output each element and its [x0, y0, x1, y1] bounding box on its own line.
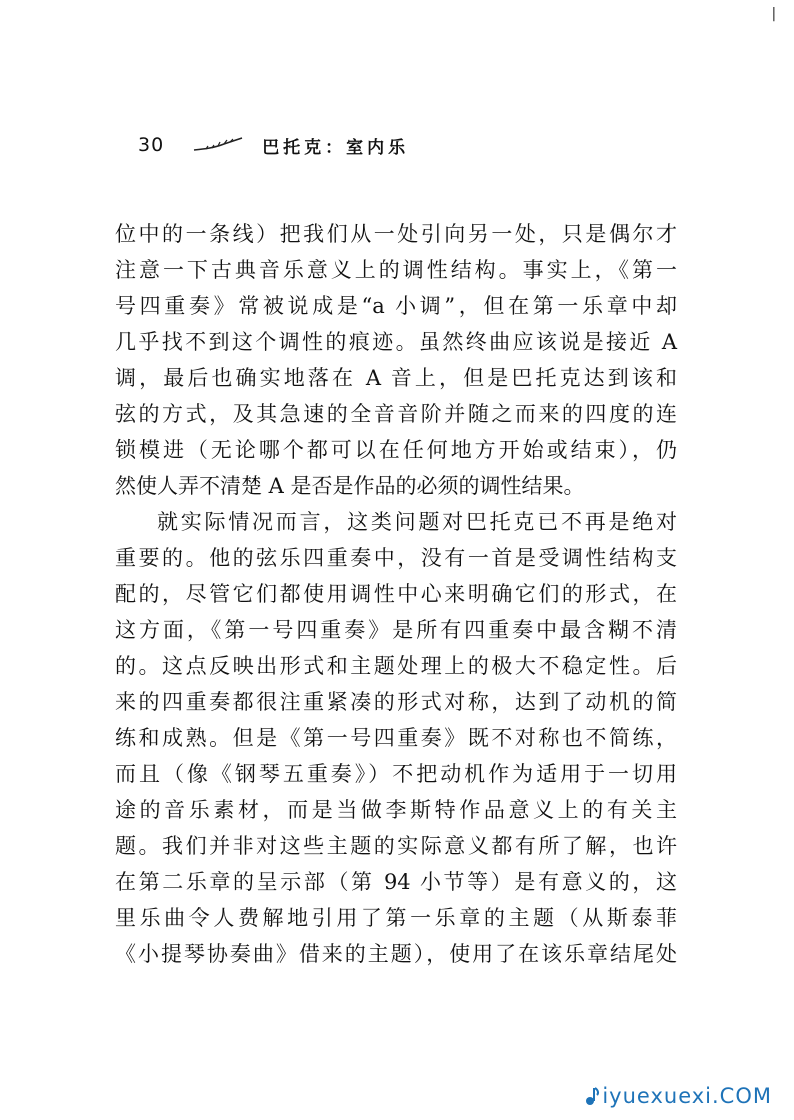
text-line: 配的，尽管它们都使用调性中心来明确它们的形式，在	[115, 582, 677, 606]
paragraph	[115, 504, 677, 972]
decorative-flourish-icon	[192, 136, 244, 154]
text-line: 号四重奏》常被说成是“a 小调”，但在第一乐章中却	[115, 294, 677, 318]
text-line: 然使人弄不清楚 A 是否是作品的必须的调性结果。	[115, 474, 585, 498]
watermark-text: iyuexuexi.COM	[602, 1084, 772, 1108]
text-line: 锁模进（无论哪个都可以在任何地方开始或结束），仍	[115, 438, 677, 462]
text-line: 位中的一条线）把我们从一处引向另一处，只是偶尔才	[115, 222, 677, 246]
text-line: 途的音乐素材，而是当做李斯特作品意义上的有关主	[115, 798, 677, 822]
running-title: 巴托克：室内乐	[262, 137, 410, 158]
text-line: 来的四重奏都很注重紧凑的形式对称，达到了动机的简	[115, 690, 677, 714]
text-line: 重要的。他的弦乐四重奏中，没有一首是受调性结构支	[115, 546, 677, 570]
text-line: 几乎找不到这个调性的痕迹。虽然终曲应该说是接近 A	[115, 330, 677, 354]
page-number: 30	[138, 134, 165, 156]
text-line: 调，最后也确实地落在 A 音上，但是巴托克达到该和	[115, 366, 677, 390]
text-line: 注意一下古典音乐意义上的调性结构。事实上，《第一	[115, 258, 677, 282]
text-line: 练和成熟。但是《第一号四重奏》既不对称也不简练，	[115, 726, 677, 750]
text-line: 就实际情况而言，这类问题对巴托克已不再是绝对	[157, 510, 677, 534]
text-line: 《小提琴协奏曲》借来的主题），使用了在该乐章结尾处	[115, 942, 677, 966]
text-line: 在第二乐章的呈示部（第 94 小节等）是有意义的，这	[115, 870, 677, 894]
paragraph	[115, 216, 677, 504]
page-header	[138, 130, 409, 160]
text-line: 这方面，《第一号四重奏》是所有四重奏中最含糊不清	[115, 618, 677, 642]
site-watermark	[584, 1084, 772, 1108]
text-line: 题。我们并非对这些主题的实际意义都有所了解，也许	[115, 834, 677, 858]
music-note-q-logo-icon	[584, 1085, 600, 1107]
text-line: 弦的方式，及其急速的全音音阶并随之而来的四度的连	[115, 402, 677, 426]
text-line: 的。这点反映出形式和主题处理上的极大不稳定性。后	[115, 654, 677, 678]
text-line: 里乐曲令人费解地引用了第一乐章的主题（从斯泰菲	[115, 906, 677, 930]
corner-mark: |	[769, 6, 778, 22]
body-text	[115, 216, 677, 972]
text-line: 而且（像《钢琴五重奏》）不把动机作为适用于一切用	[115, 762, 677, 786]
